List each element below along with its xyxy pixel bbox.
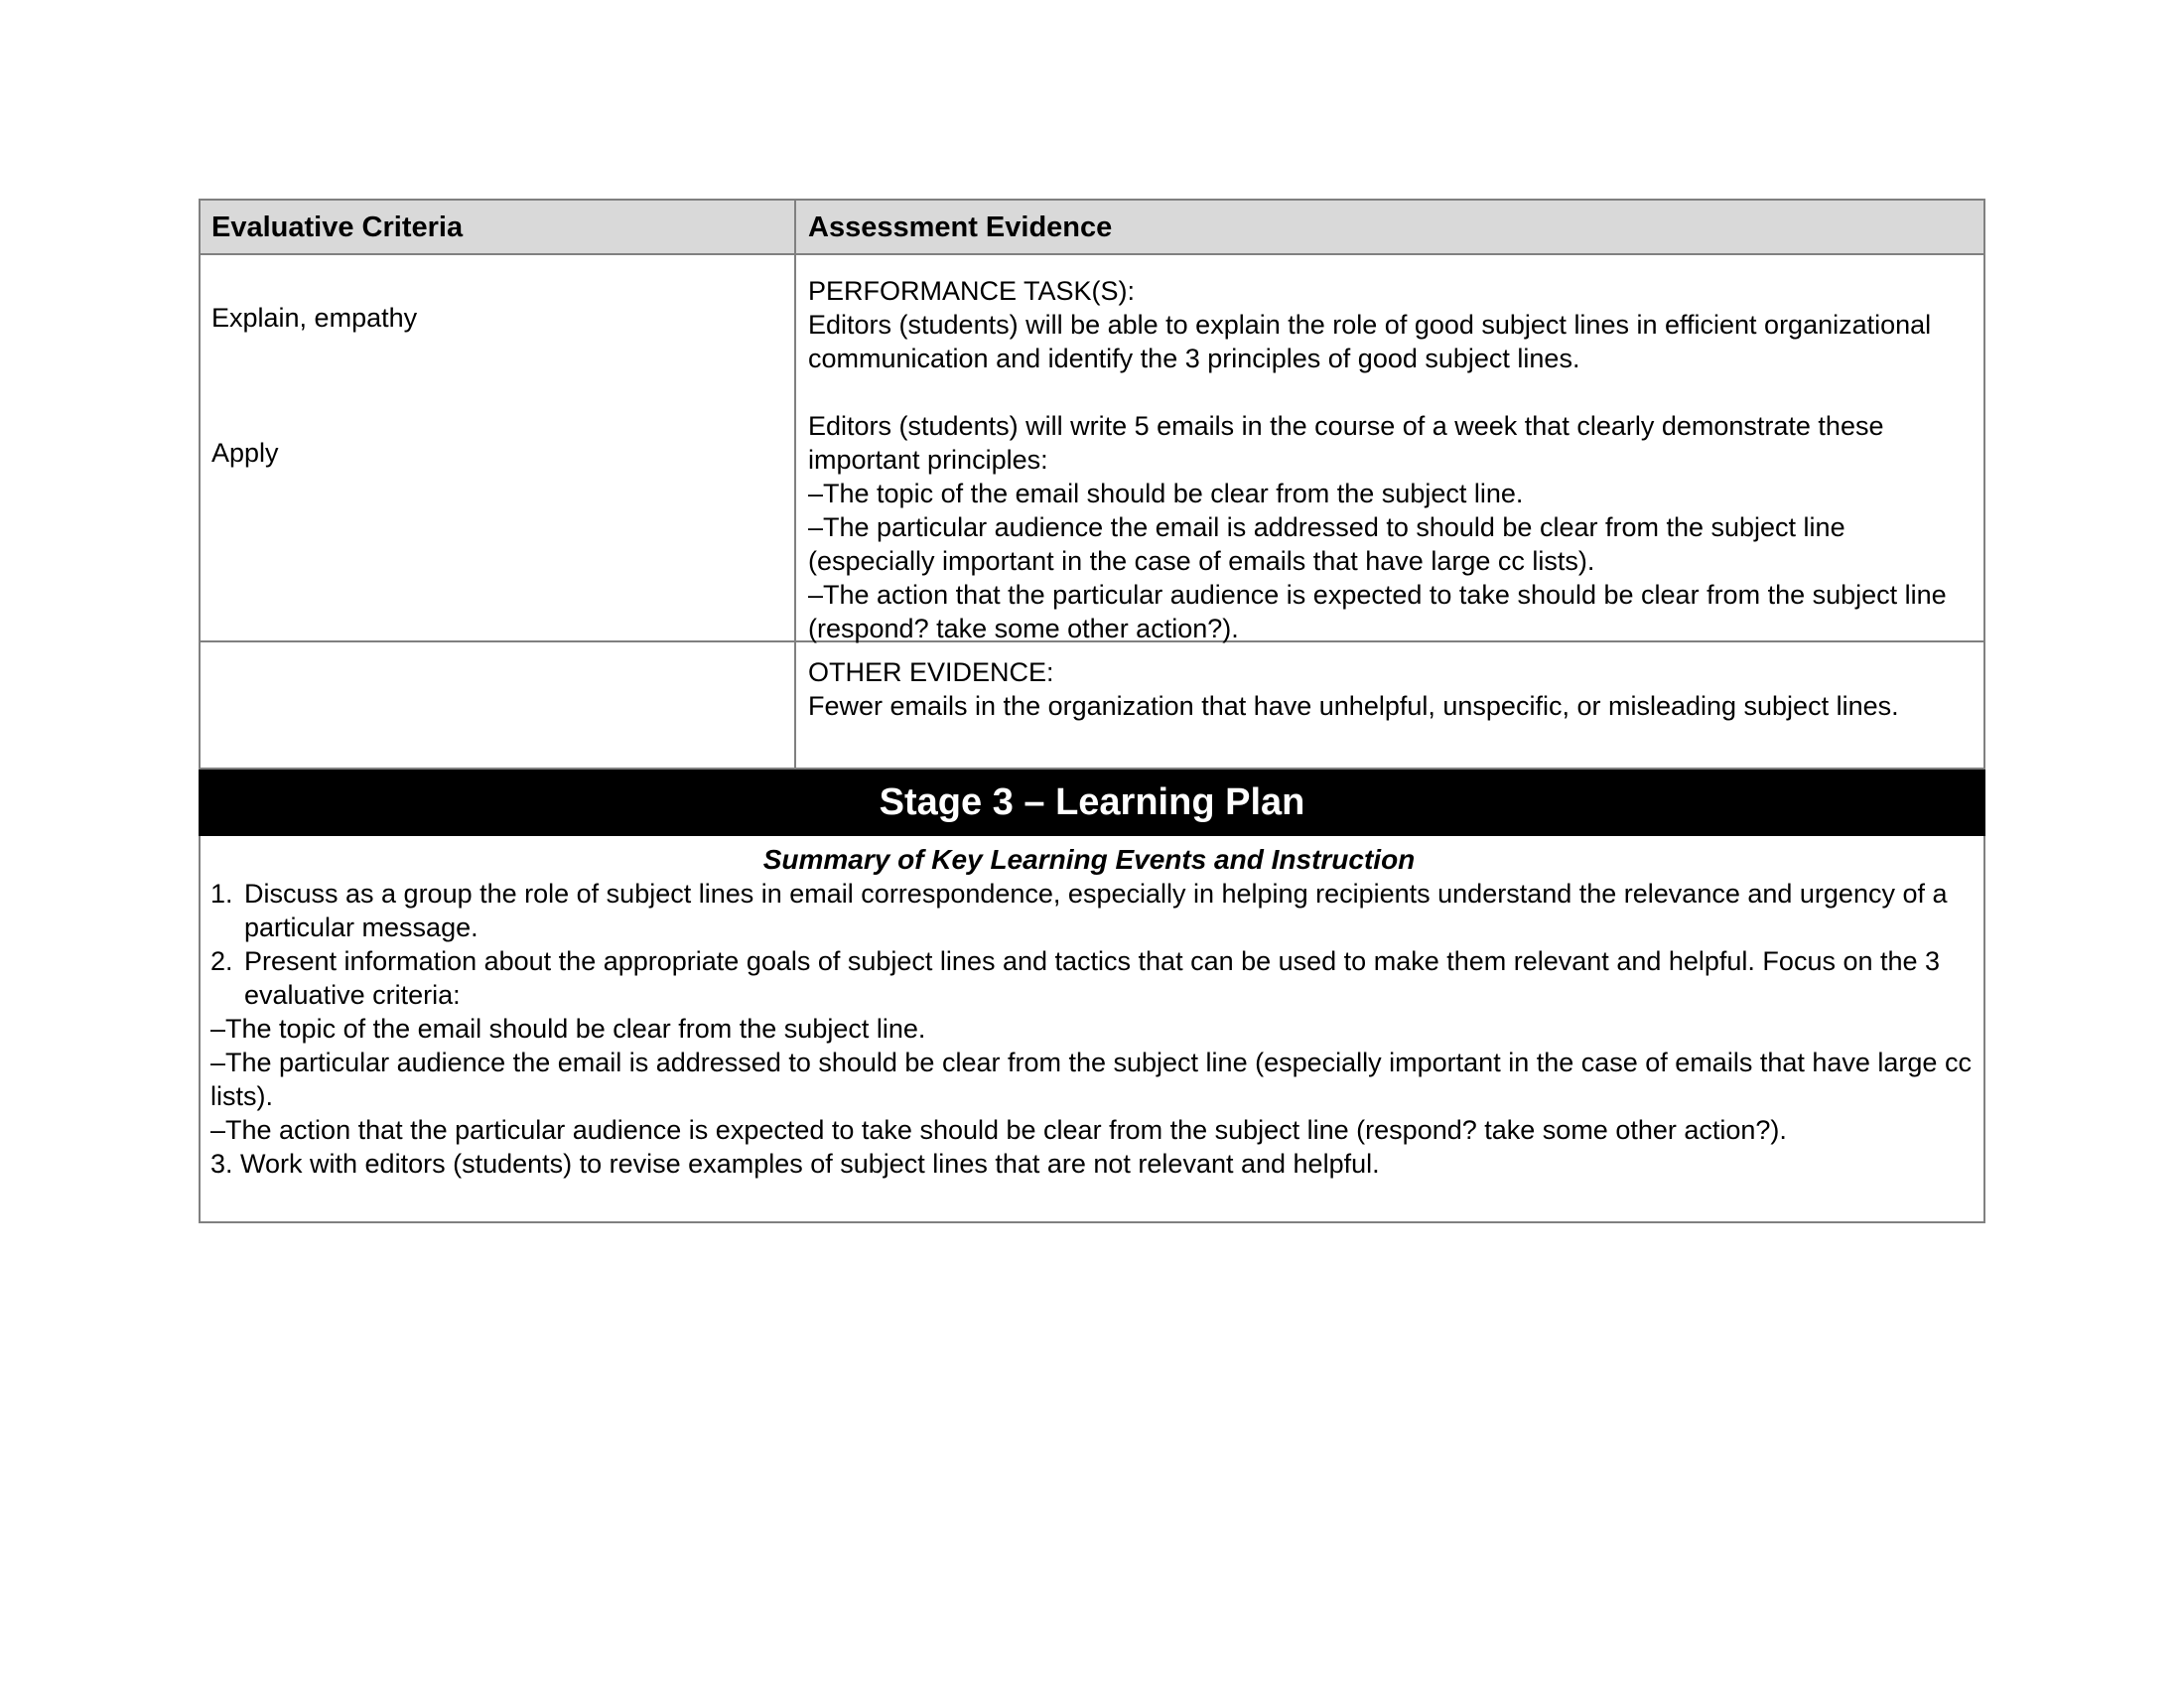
evaluative-criteria-header-label: Evaluative Criteria <box>211 211 464 243</box>
other-evidence-heading: OTHER EVIDENCE: <box>808 657 1054 687</box>
stage3-banner-title: Stage 3 – Learning Plan <box>879 781 1305 823</box>
performance-task-paragraph-1: Editors (students) will be able to explain the role of good subject lines in efficient organizational communication and identify the 3 principles of good subject lines. <box>808 310 1932 373</box>
item-1-text: Discuss as a group the role of subject lines in email correspondence, especially in helping recipients understand the relevance and urgency of a particular message. <box>244 879 1948 942</box>
other-evidence-row <box>199 642 1985 770</box>
learning-plan-item-2 <box>206 944 1972 1012</box>
other-evidence-text: Fewer emails in the organization that have unhelpful, unspecific, or misleading subject lines. <box>808 691 1899 721</box>
stage3-learning-plan-section <box>199 836 1985 1223</box>
learning-plan-item-1 <box>206 877 1972 944</box>
performance-task-heading: PERFORMANCE TASK(S): <box>808 276 1136 306</box>
stage3-criteria-line: –The topic of the email should be clear from the subject line. <box>210 1014 926 1044</box>
evaluative-criteria-header-cell <box>201 201 796 253</box>
item-1-number: 1. <box>210 879 233 909</box>
stage3-banner <box>199 770 1985 836</box>
stage3-criteria-line: –The particular audience the email is addressed to should be clear from the subject line (especially important in the case of emails that have large cc lists). <box>210 1048 1972 1111</box>
performance-task-cell <box>796 255 1983 643</box>
criteria-explain-empathy: Explain, empathy <box>211 303 418 333</box>
criteria-apply: Apply <box>211 438 279 468</box>
learning-plan-item-3: 3. Work with editors (students) to revise examples of subject lines that are not relevant and helpful. <box>210 1149 1380 1179</box>
performance-task-row <box>199 255 1985 642</box>
lesson-plan-table <box>199 199 1985 1223</box>
table-header-row <box>199 199 1985 255</box>
stage3-subtitle: Summary of Key Learning Events and Instruction <box>762 844 1416 875</box>
criteria-empty-cell <box>201 642 796 768</box>
item-2-text: Present information about the appropriate goals of subject lines and tactics that can be used to make them relevant and helpful. Focus on the 3 evaluative criteria: <box>244 946 1941 1010</box>
performance-task-bullet: –The topic of the email should be clear from the subject line. <box>808 479 1524 508</box>
criteria-cell <box>201 255 796 640</box>
stage3-criteria-line: –The action that the particular audience is expected to take should be clear from the subject line (respond? take some other action?). <box>210 1115 1787 1145</box>
assessment-evidence-header-label: Assessment Evidence <box>808 211 1113 243</box>
other-evidence-cell <box>796 642 1983 768</box>
assessment-evidence-header-cell <box>796 201 1983 253</box>
performance-task-paragraph-2: Editors (students) will write 5 emails in the course of a week that clearly demonstrate these important principles: <box>808 411 1884 475</box>
performance-task-bullet: –The particular audience the email is addressed to should be clear from the subject line (especially important in the case of emails that have large cc lists). <box>808 512 1845 576</box>
performance-task-bullet: –The action that the particular audience is expected to take should be clear from the subject line (respond? take some other action?). <box>808 580 1947 643</box>
item-2-number: 2. <box>210 946 233 976</box>
